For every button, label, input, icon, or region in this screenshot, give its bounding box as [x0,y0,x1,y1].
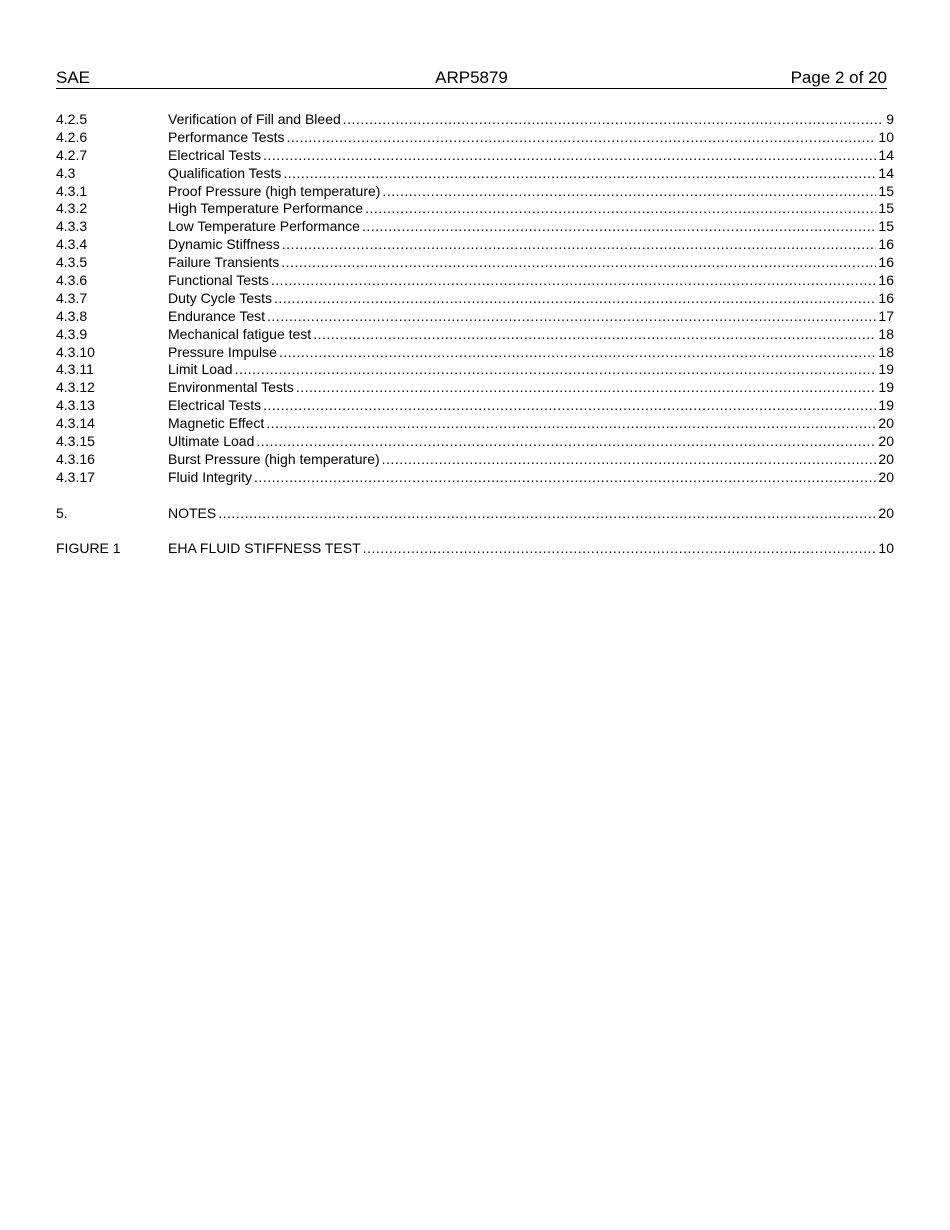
toc-leader [267,308,876,326]
toc-row-4-3-14[interactable] [56,415,894,433]
toc-page: 14 [878,164,894,181]
toc-row-4-3-13[interactable] [56,397,894,415]
toc-leader [281,254,876,272]
toc-page: 15 [878,218,894,235]
toc-row-4-3-10[interactable] [56,344,894,362]
toc-leader [283,165,876,183]
toc-title: Low Temperature Performance [168,218,360,235]
toc-number: 4.3.4 [56,236,88,253]
toc-number: 4.3.11 [56,361,94,378]
toc-title: Dynamic Stiffness [168,236,280,253]
toc-leader [362,218,876,236]
toc-page: 19 [878,397,894,414]
toc-page: 16 [878,289,894,306]
toc-number: 4.3.3 [56,218,88,235]
toc-leader [266,415,876,433]
toc-row-notes[interactable] [56,505,894,523]
toc-page: 20 [878,504,894,521]
toc-number: 4.3.10 [56,343,95,360]
toc-row-4-3-3[interactable] [56,218,894,236]
toc-title: Electrical Tests [168,397,262,414]
toc-leader [296,379,877,397]
toc-row-4-2-5[interactable] [56,111,894,129]
toc-leader [286,129,876,147]
toc-title: Ultimate Load [168,433,255,450]
toc-leader [282,236,877,254]
toc-title: Environmental Tests [168,379,294,396]
toc-title: Magnetic Effect [168,415,265,432]
toc-row-4-3-6[interactable] [56,272,894,290]
toc-row-4-3-17[interactable] [56,469,894,487]
toc-leader [254,469,876,487]
toc-page: 20 [878,450,894,467]
toc-page: 17 [878,307,894,324]
toc-leader [218,505,876,523]
toc-number: 4.2.6 [56,128,88,145]
toc-title: Proof Pressure (high temperature) [168,182,381,199]
toc-page: 18 [878,343,894,360]
toc-number: 4.3.17 [56,468,95,485]
toc-leader [256,433,876,451]
toc-page: 19 [878,361,894,378]
toc-number: 4.2.5 [56,111,88,127]
toc-row-4-2-6[interactable] [56,129,894,147]
toc-page: 15 [878,200,894,217]
page-header [56,68,887,89]
toc-leader [263,397,876,415]
toc-leader [313,326,876,344]
toc-page: 16 [878,272,894,289]
toc-row-4-3-4[interactable] [56,236,894,254]
toc-title: Fluid Integrity [168,468,253,485]
toc-title: Verification of Fill and Bleed [168,111,341,127]
toc-number: 4.2.7 [56,146,88,163]
toc-leader [274,290,876,308]
toc-page: 20 [878,415,894,432]
toc-number: 4.3.5 [56,254,88,271]
toc-title: Electrical Tests [168,146,262,163]
toc-number: 4.3 [56,164,76,181]
toc-number: 4.3.12 [56,379,95,396]
toc-title: Burst Pressure (high temperature) [168,450,380,467]
toc-page: 16 [878,236,894,253]
toc-number: 4.3.15 [56,433,95,450]
toc-number: 4.3.2 [56,200,88,217]
toc-page: 9 [886,111,894,127]
toc-row-4-2-7[interactable] [56,147,894,165]
toc-title: NOTES [168,504,217,521]
toc-row-4-3-9[interactable] [56,326,894,344]
toc-leader [365,200,876,218]
toc-row-4-3-2[interactable] [56,200,894,218]
toc-number: 4.3.9 [56,325,88,342]
toc-number: 4.3.6 [56,272,88,289]
toc-row-4-3-7[interactable] [56,290,894,308]
toc-row-4-3-1[interactable] [56,183,894,201]
toc-page: 10 [878,128,894,145]
toc-row-4-3-8[interactable] [56,308,894,326]
toc-page: 20 [878,433,894,450]
toc-page: 18 [878,325,894,342]
toc-row-4-3-16[interactable] [56,451,894,469]
toc-number: 5. [56,504,68,521]
toc-row-4-3-5[interactable] [56,254,894,272]
toc-page: 16 [878,254,894,271]
toc-title: High Temperature Performance [168,200,364,217]
toc-page: 20 [878,468,894,485]
toc-title: EHA FLUID STIFFNESS TEST [168,540,361,557]
toc-title: Limit Load [168,361,233,378]
toc-number: 4.3.16 [56,450,95,467]
toc-title: Functional Tests [168,272,269,289]
toc-page: 19 [878,379,894,396]
toc-leader [382,451,877,469]
toc-leader [271,272,877,290]
toc-page: 15 [878,182,894,199]
toc-leader [343,111,884,129]
toc-number: 4.3.13 [56,397,95,414]
toc-number: 4.3.1 [56,182,88,199]
toc-number: 4.3.8 [56,307,88,324]
toc-page: 14 [878,146,894,163]
toc-title: Mechanical fatigue test [168,325,312,342]
toc-number: 4.3.14 [56,415,95,432]
toc-row-4-3-12[interactable] [56,379,894,397]
toc-leader [382,183,876,201]
toc-row-figure-1[interactable] [56,540,894,558]
toc-row-4-3-15[interactable] [56,433,894,451]
header-org: SAE [56,68,91,87]
toc-number: FIGURE 1 [56,540,121,557]
header-doc-id: ARP5879 [435,68,508,87]
table-of-contents [56,111,894,558]
header-page-label: Page 2 of 20 [790,68,887,87]
toc-title: Failure Transients [168,254,280,271]
toc-page: 10 [878,540,894,557]
toc-leader [263,147,876,165]
toc-number: 4.3.7 [56,289,88,306]
toc-title: Qualification Tests [168,164,282,181]
toc-title: Duty Cycle Tests [168,289,272,306]
toc-title: Performance Tests [168,128,285,145]
toc-leader [279,344,876,362]
toc-leader [235,361,877,379]
toc-row-4-3-11[interactable] [56,361,894,379]
toc-row-4-3[interactable] [56,165,894,183]
toc-leader [363,540,877,558]
toc-title: Pressure Impulse [168,343,277,360]
toc-title: Endurance Test [168,307,266,324]
